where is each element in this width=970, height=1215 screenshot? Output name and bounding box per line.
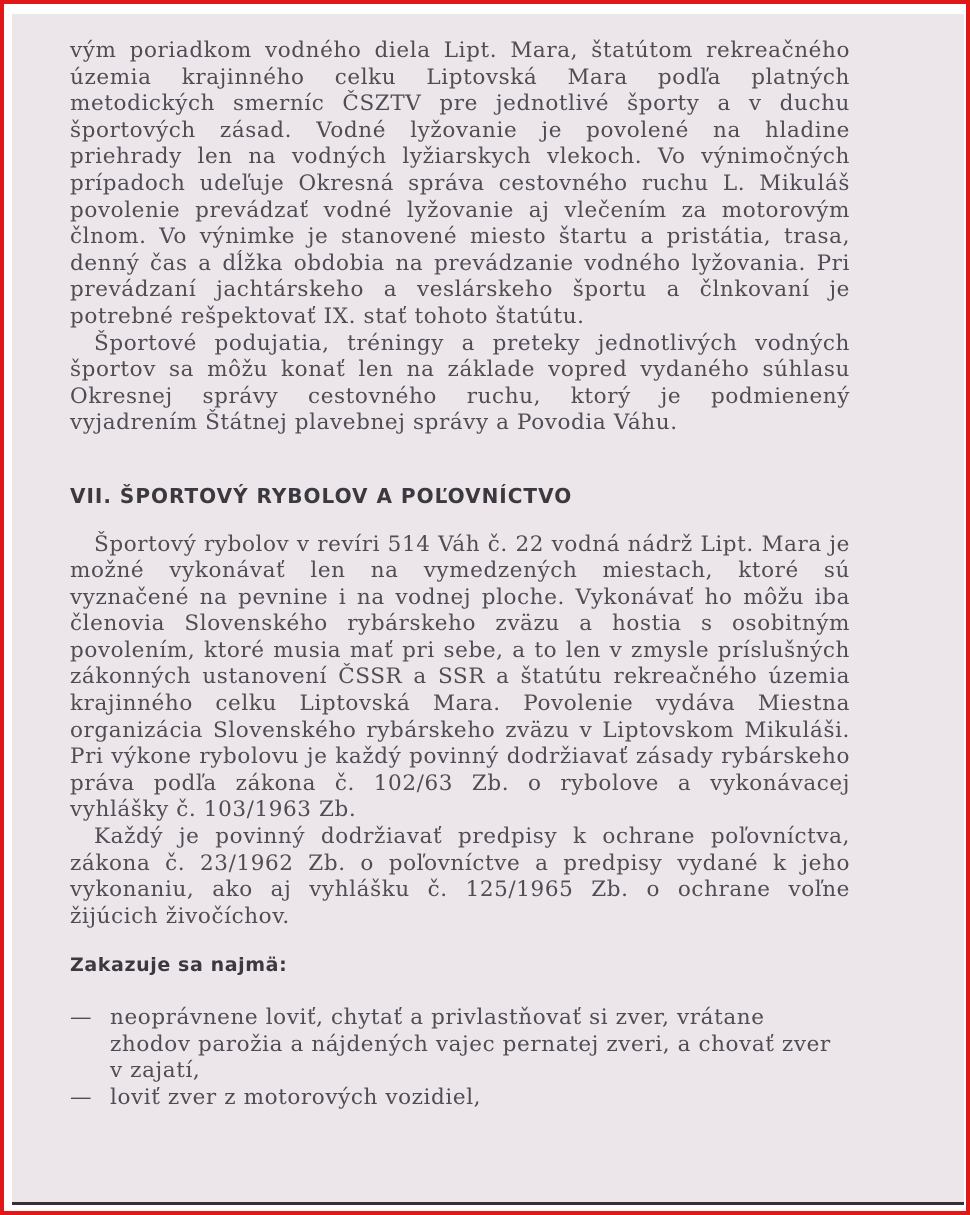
paragraph-hunting: Každý je povinný dodržiavať predpisy k ochrane poľovníctva, zákona č. 23/1962 Zb. o poľovníctve a predpisy vydané k jeho vykonaniu, ako aj vyhlášku č. 125/1965 Zb. o ochrane voľne žijúcich živočíchov. <box>70 824 850 929</box>
prohibitions-list <box>70 1005 850 1111</box>
section-heading: VII. ŠPORTOVÝ RYBOLOV A POĽOVNÍCTVO <box>70 483 573 508</box>
list-item: — loviť zver z motorových vozidiel, <box>70 1085 850 1112</box>
page-text <box>70 38 850 1111</box>
prohibitions-heading: Zakazuje sa najmä: <box>70 954 288 977</box>
paragraph-fishing: Športový rybolov v revíri 514 Váh č. 22 vodná nádrž Lipt. Mara je možné vykonávať len na vymedzených miestach, ktoré sú vyznačené na pevnine i na vodnej ploche. Vykonávať ho môžu iba členovia Slovenského rybárskeho zväzu a hostia s osobitným povolením, ktoré musia mať pri sebe, a to len v zmysle príslušných zákonných ustanovení ČSSR a SSR a štatútu rekreačného územia krajinného celku Liptovská Mara. Povolenie vydáva Miestna organizácia Slovenského rybárskeho zväzu v Liptovskom Mikuláši. Pri výkone rybolovu je každý povinný dodržiavať zásady rybárskeho práva podľa zákona č. 102/63 Zb. o rybolove a vykonávacej vyhlášky č. 103/1963 Zb. <box>70 531 850 823</box>
list-item: — neoprávnene loviť, chytať a privlastňovať si zver, vrátane zhodov parožia a nájdených vajec pernatej zveri, a chovať zver v zajatí, <box>70 1005 850 1085</box>
scanned-page <box>12 14 964 1205</box>
paragraph-sport-events: Športové podujatia, tréningy a preteky jednotlivých vodných športov sa môžu konať len na základe vopred vydaného súhlasu Okresnej správy cestovného ruchu, ktorý je podmienený vyjadrením Štátnej plavebnej správy a Povodia Váhu. <box>70 330 850 436</box>
paragraph-water-skiing: vým poriadkom vodného diela Lipt. Mara, štatútom rekreačného územia krajinného celku Liptovská Mara podľa platných metodických smerníc ČSZTV pre jednotlivé športy a v duchu športových zásad. Vodné lyžovanie je povolené na hladine priehrady len na vodných lyžiarskych vlekoch. Vo výnimočných prípadoch udeľuje Okresná správa cestovného ruchu L. Mikuláš povolenie prevádzať vodné lyžovanie aj vlečením za motorovým člnom. Vo výnimke je stanovené miesto štartu a pristátia, trasa, denný čas a dĺžka obdobia na prevádzanie vodného lyžovania. Pri prevádzaní jachtárskeho a veslárskeho športu a člnkovaní je potrebné rešpektovať IX. stať tohoto štatútu. <box>70 38 850 329</box>
